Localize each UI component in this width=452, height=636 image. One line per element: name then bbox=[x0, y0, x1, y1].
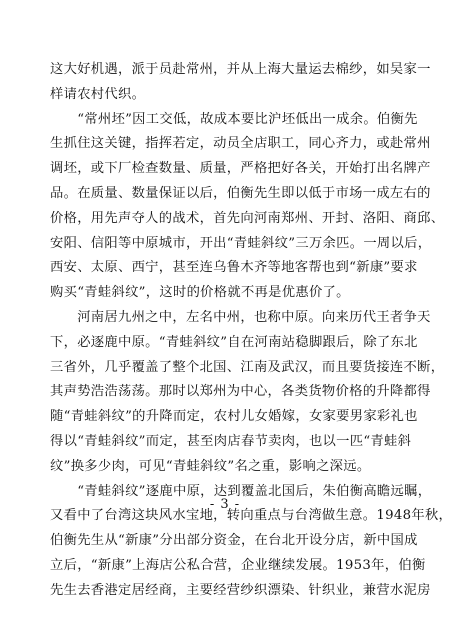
text-line: 三省外，几乎覆盖了整个北国、江南及武汉，而且要货接连不断， bbox=[50, 359, 445, 375]
text-line: 下，必逐鹿中原。“青蛙斜纹”自在河南站稳脚跟后，除了东北 bbox=[50, 334, 418, 350]
text-line: 购买“青蛙斜纹”，这时的价格就不再是优惠价了。 bbox=[50, 285, 350, 301]
body-text bbox=[50, 58, 452, 604]
page-number: - 3 - bbox=[209, 497, 241, 512]
text-line: 样请农村代织。 bbox=[50, 86, 146, 102]
text-line: “青蛙斜纹”逐鹿中原，达到覆盖北国后，朱伯衡高瞻远瞩， bbox=[50, 483, 432, 499]
text-line: 这大好机遇，派于员赴常州，并从上海大量运去棉纱，如吴家一 bbox=[50, 62, 431, 77]
text-line: 又看中了台湾这块风水宝地，转向重点与台湾做生意。1948年秋， bbox=[50, 508, 452, 524]
text-line: 生抓住这关键，指挥若定，动员全店职工，同心齐力，或赴常州 bbox=[50, 136, 431, 152]
text-line: “常州坯”因工交低，故成本要比沪坯低出一成余。伯衡先 bbox=[50, 111, 418, 127]
text-line: 西安、太原、西宁，甚至连乌鲁木齐等地客帮也到“新康”要求 bbox=[50, 260, 418, 276]
text-line: 安阳、信阳等中原城市，开出“青蛙斜纹”三万余匹。一周以后， bbox=[50, 235, 432, 251]
text-line: 伯衡先生从“新康”分出部分资金，在台北开设分店，新中国成 bbox=[50, 533, 418, 549]
text-line: 得以“青蛙斜纹”而定，甚至肉店春节卖肉，也以一匹“青蛙斜 bbox=[50, 433, 412, 449]
text-line: 调坯，或下厂检查数量、质量，严格把好各关，开始打出名牌产 bbox=[50, 161, 431, 177]
text-line: 随“青蛙斜纹”的升降而定，农村儿女婚嫁，女家要男家彩礼也 bbox=[50, 409, 418, 425]
text-line: 价格，用先声夺人的战术，首先向河南郑州、开封、洛阳、商邱、 bbox=[50, 210, 445, 226]
text-line: 先生去香港定居经商，主要经营纱织漂染、针织业，兼营水泥房 bbox=[50, 582, 431, 598]
text-line: 品。在质量、数量保证以后，伯衡先生即以低于市场一成左右的 bbox=[50, 185, 431, 201]
text-line: 纹”换多少肉，可见“青蛙斜纹”名之重，影响之深远。 bbox=[50, 458, 371, 474]
text-line: 河南居九州之中，左名中州，也称中原。向来历代王者争天 bbox=[50, 309, 431, 325]
text-line: 立后，“新康”上海店公私合营，企业继续发展。1953年，伯衡 bbox=[50, 557, 426, 573]
text-line: 其声势浩浩荡荡。那时以郑州为中心，各类货物价格的升降都得 bbox=[50, 384, 431, 400]
